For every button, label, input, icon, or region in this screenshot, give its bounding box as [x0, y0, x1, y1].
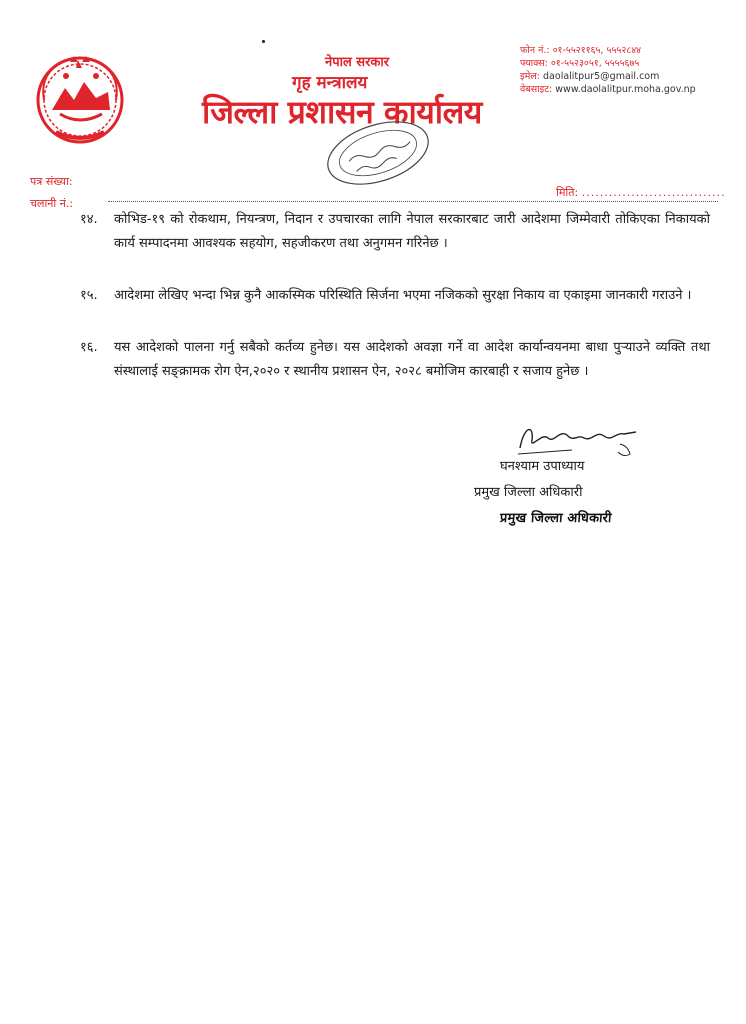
- office-title: जिल्ला प्रशासन कार्यालय: [202, 93, 482, 131]
- date-label: मिति:: [556, 186, 579, 199]
- web-row: [520, 83, 696, 96]
- list-item: [80, 208, 710, 256]
- item-text: आदेशमा लेखिए भन्दा भिन्न कुनै आकस्मिक परिस्थिति सिर्जना भएमा नजिकको सुरक्षा निकाय वा एकाइमा जानकारी गराउने ।: [114, 288, 692, 303]
- email-row: [520, 70, 696, 83]
- web-label: वेबसाइट:: [520, 84, 553, 95]
- item-text: यस आदेशको पालना गर्नु सबैको कर्तव्य हुनेछ। यस आदेशको अवज्ञा गर्ने वा आदेश कार्यान्वयनमा बाधा पुर्‍याउने व्यक्ति तथा संस्थालाई सङ्क्रामक रोग ऐन,२०२० र स्थानीय प्रशासन ऐन, २०२८ बमोजिम कारबाही र सजाय हुनेछ ।: [114, 340, 710, 379]
- designation-stamp: प्रमुख जिल्ला अधिकारी: [499, 511, 613, 526]
- government-title: नेपाल सरकार: [325, 55, 390, 70]
- fax-value: ०१-५५२३०५१, ५५५५६७५: [550, 58, 640, 69]
- contact-block: [520, 44, 696, 96]
- item-number: १४.: [80, 212, 98, 227]
- list-item: [80, 284, 710, 308]
- fax-row: [520, 57, 696, 70]
- date-field: [556, 185, 726, 200]
- nepal-emblem-icon: [30, 48, 130, 148]
- letter-number-label: पत्र संख्या:: [30, 175, 73, 188]
- item-number: १५.: [80, 288, 98, 303]
- web-value: www.daolalitpur.moha.gov.np: [555, 84, 696, 95]
- item-text: कोभिड-१९ को रोकथाम, नियन्त्रण, निदान र उपचारका लागि नेपाल सरकारबाट जारी आदेशमा जिम्मेवारी तोकिएका निकायको कार्य सम्पादनमा आवश्यक सहयोग, सहजीकरण तथा अनुगमन गरिनेछ ।: [114, 212, 710, 251]
- phone-row: [520, 44, 696, 57]
- email-label: इमेल:: [520, 71, 540, 82]
- signatory-designation: प्रमुख जिल्ला अधिकारी: [474, 485, 583, 500]
- header-divider: [108, 201, 718, 202]
- signatory-name: घनश्याम उपाध्याय: [500, 459, 585, 474]
- list-item: [80, 336, 710, 384]
- phone-label: फोन नं.:: [520, 45, 550, 56]
- speck: [262, 40, 265, 43]
- email-value: daolalitpur5@gmail.com: [543, 71, 660, 82]
- handwritten-signature-icon: [512, 418, 642, 458]
- item-number: १६.: [80, 340, 98, 355]
- office-stamp-icon: [318, 118, 438, 188]
- dispatch-number-label: चलानी नं.:: [30, 197, 74, 210]
- fax-label: फ्याक्स:: [520, 58, 548, 69]
- phone-value: ०१-५५२११६५, ५५५२८४४: [552, 45, 642, 56]
- date-dots: ................................: [581, 186, 726, 199]
- ministry-title: गृह मन्त्रालय: [292, 73, 368, 93]
